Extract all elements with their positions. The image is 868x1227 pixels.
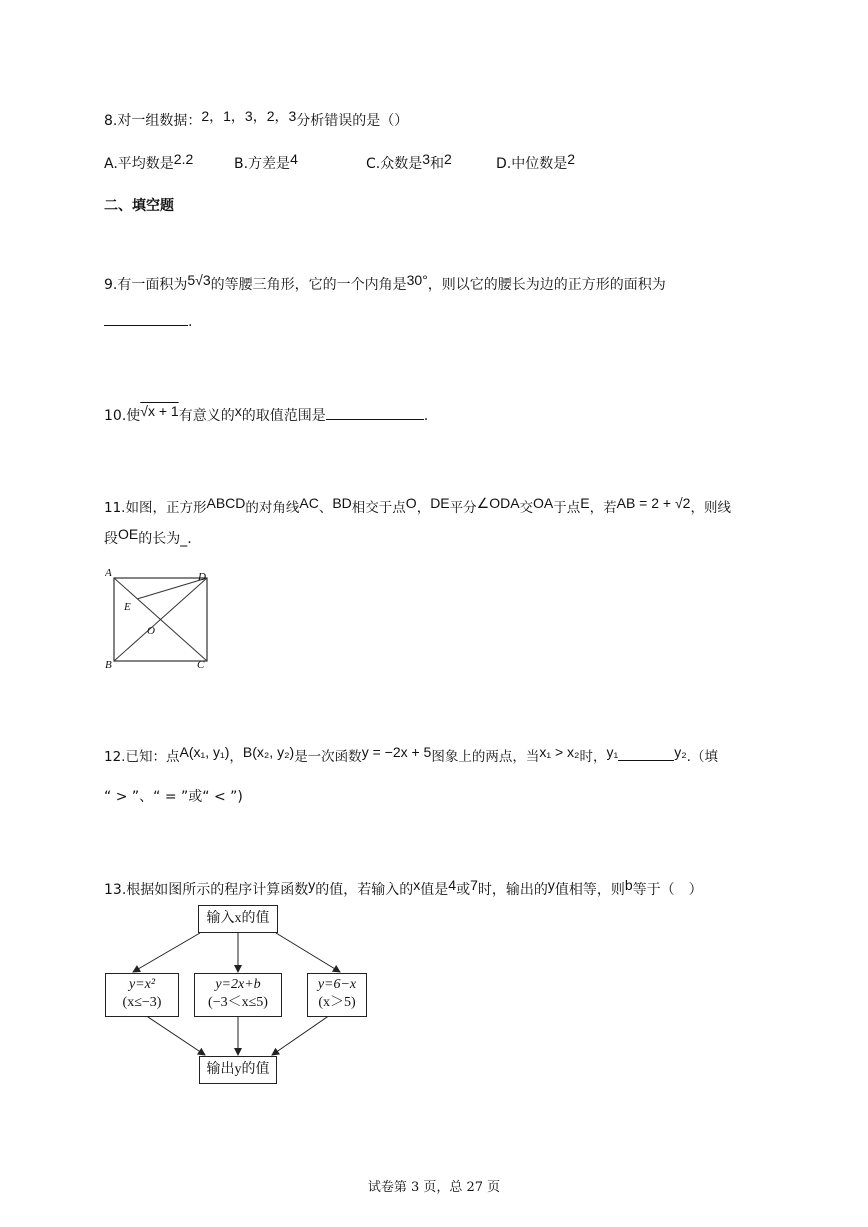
label-d: D (198, 571, 206, 583)
q8-option-b: B.方差是4 (234, 151, 298, 172)
q11-stem-line2: 段OE的长为_. (104, 526, 192, 547)
label-o: O (147, 625, 155, 637)
q8-data: 2，1，3，2，3 (201, 108, 297, 124)
label-c: C (197, 659, 205, 671)
q11-stem: 11.如图，正方形ABCD的对角线AC、BD相交于点O，DE平分∠ODA交OA于点E，若AB = 2 + √2，则线 (104, 495, 731, 516)
q8-option-a: A.平均数是2.2 (104, 151, 194, 172)
q10-stem: 10.使√x + 1有意义的x的取值范围是 . (104, 403, 429, 424)
label-e: E (124, 601, 131, 613)
q9-stem: 9.有一面积为5√3的等腰三角形，它的一个内角是30°，则以它的腰长为边的正方形的面积为 (104, 272, 666, 293)
flow-right-box: y=6−x (x＞5) (307, 973, 367, 1017)
q13-stem: 13.根据如图所示的程序计算函数y的值，若输入的x值是4或7时，输出的y值相等，则b等于（ ） (104, 877, 703, 898)
flow-input-box: 输入x的值 (198, 905, 278, 933)
q9-answer-line: . (104, 311, 192, 332)
flow-left-box: y=x² (x≤−3) (105, 973, 179, 1017)
answer-blank[interactable] (104, 311, 188, 326)
answer-blank[interactable] (326, 405, 424, 420)
section-title: 二、填空题 (104, 198, 174, 214)
program-flowchart (100, 905, 375, 1090)
segment-de (137, 578, 207, 599)
q8-option-c: C.众数是3和2 (366, 151, 452, 172)
answer-blank[interactable] (618, 746, 674, 761)
flow-output-box: 输出y的值 (199, 1056, 277, 1084)
q12-stem: 12.已知：点A(x₁, y₁)，B(x₂, y₂)是一次函数y = −2x + 5图象上的两点，当x₁ > x₂时，y₁ y₂.（填 (104, 744, 718, 765)
label-a: A (105, 567, 112, 579)
page-footer: 试卷第 3 页，总 27 页 (367, 1180, 501, 1195)
q8-option-d: D.中位数是2 (496, 151, 576, 172)
q8-stem: 8.对一组数据：2，1，3，2，3分析错误的是（） (104, 108, 409, 129)
flow-middle-box: y=2x+b (−3＜x≤5) (194, 973, 282, 1017)
square-diagram (105, 566, 215, 671)
q12-stem-line2: “ > ”、“ = ”或“ < ”) (104, 789, 243, 805)
label-b: B (105, 659, 112, 671)
